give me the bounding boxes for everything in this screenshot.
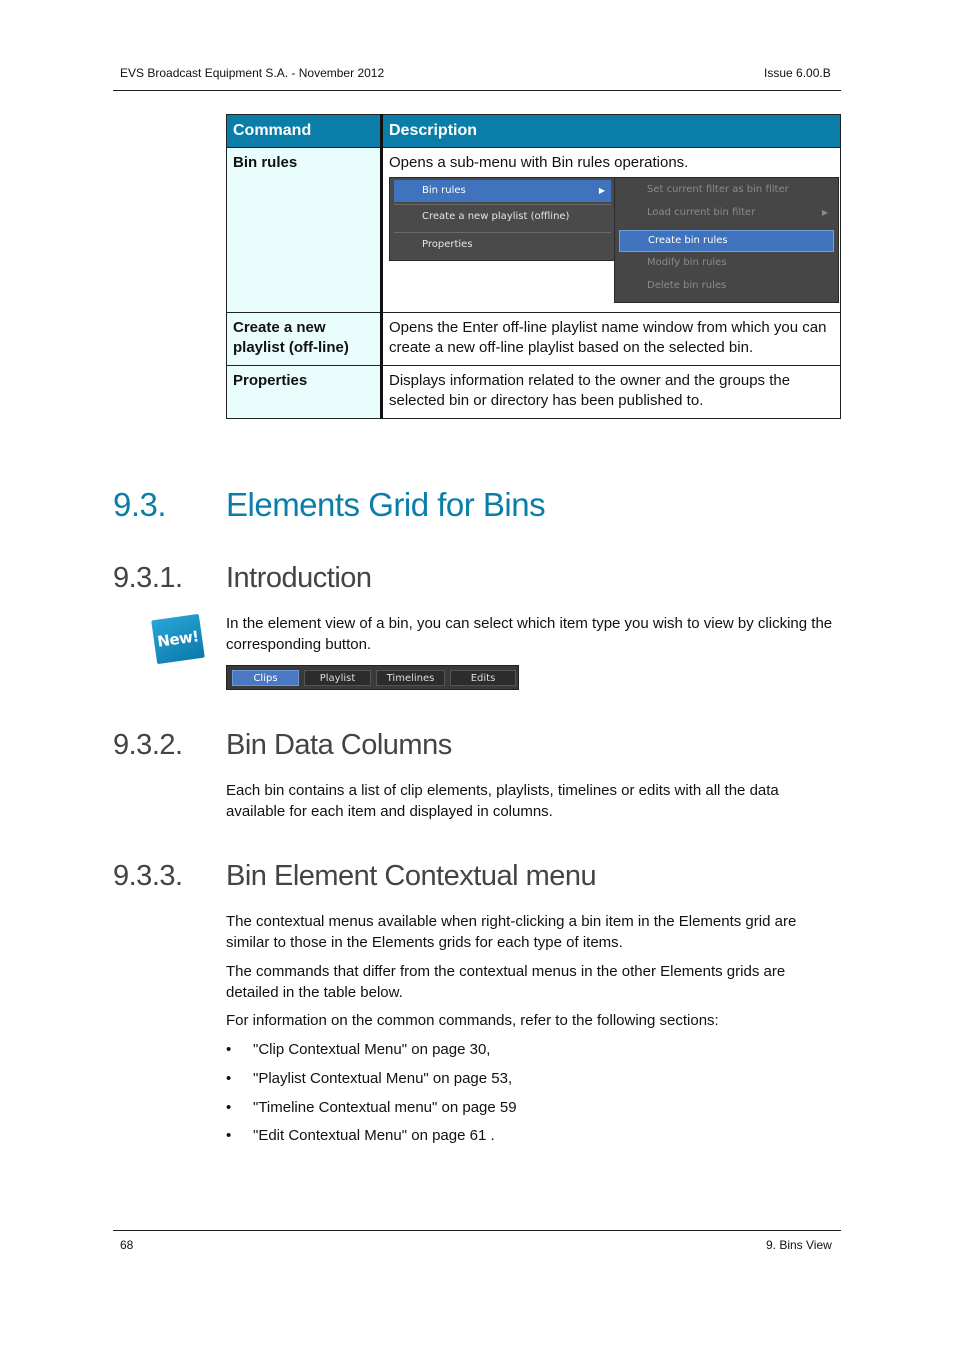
tab-playlist[interactable]: Playlist: [304, 670, 371, 686]
table-cell-command: Properties: [227, 366, 382, 419]
context-paragraph-1: The contextual menus available when right-clicking a bin item in the Elements grid are similar to those in the Elements grids for each type of items.: [226, 913, 797, 951]
subsection-title: Bin Element Contextual menu: [226, 860, 597, 892]
subsection-title: Bin Data Columns: [226, 729, 452, 761]
header-right: Issue 6.00.B: [764, 66, 831, 80]
cross-reference-link[interactable]: "Clip Contextual Menu" on page 30,: [253, 1041, 491, 1058]
footer-rule: [113, 1230, 841, 1231]
table-header-command: Command: [227, 115, 382, 148]
bullet-icon: •: [226, 1127, 232, 1144]
submenu-item-delete-rules[interactable]: [619, 276, 834, 296]
context-paragraph-3: For information on the common commands, refer to the following sections:: [226, 1012, 719, 1029]
header-left: EVS Broadcast Equipment S.A. - November 2012: [120, 66, 385, 80]
submenu-item-label: Modify bin rules: [647, 257, 727, 268]
subsection-number: 9.3.2.: [113, 729, 183, 761]
table-header-description: Description: [382, 115, 841, 148]
submenu-item-modify-rules[interactable]: [619, 253, 834, 273]
menu-item-label: Properties: [422, 239, 473, 250]
submenu-item-label: Delete bin rules: [647, 280, 727, 291]
menu-item-create-playlist[interactable]: [394, 206, 611, 228]
submenu-item-label: Create bin rules: [648, 235, 728, 246]
tab-edits[interactable]: Edits: [450, 670, 516, 686]
section-number: 9.3.: [113, 486, 167, 523]
subsection-number: 9.3.1.: [113, 562, 183, 594]
table-row: [227, 148, 841, 313]
submenu-item-label: Set current filter as bin filter: [647, 184, 789, 195]
table-cell-description: Opens the Enter off-line playlist name window from which you can create a new off-line playlist based on the selected bin.: [382, 313, 841, 366]
section-title: Elements Grid for Bins: [226, 486, 546, 523]
menu-item-bin-rules[interactable]: [394, 180, 611, 202]
table-cell-description: [382, 148, 841, 313]
item-type-tabbar: [226, 665, 519, 690]
menu-item-label: Bin rules: [422, 185, 466, 196]
cross-reference-link[interactable]: "Timeline Contextual menu" on page 59: [253, 1099, 517, 1116]
tab-timelines[interactable]: Timelines: [376, 670, 445, 686]
bullet-icon: •: [226, 1070, 232, 1087]
table-cell-command: Bin rules: [227, 148, 382, 313]
cross-reference-link[interactable]: "Playlist Contextual Menu" on page 53,: [253, 1070, 513, 1087]
bullet-icon: •: [226, 1041, 232, 1058]
submenu-item-create-rules[interactable]: [619, 230, 834, 252]
context-paragraph-2: The commands that differ from the contextual menus in the other Elements grids are detailed in the table below.: [226, 963, 786, 1001]
columns-paragraph: Each bin contains a list of clip elements, playlists, timelines or edits with all the data available for each item and displayed in columns.: [226, 782, 779, 820]
intro-paragraph: In the element view of a bin, you can select which item type you wish to view by clicking the corresponding button.: [226, 615, 833, 653]
cross-reference-link[interactable]: "Edit Contextual Menu" on page 61 .: [253, 1127, 495, 1144]
chevron-right-icon: ▶: [598, 186, 605, 195]
subsection-number: 9.3.3.: [113, 860, 183, 892]
menu-divider: [394, 204, 611, 205]
page-number: 68: [120, 1238, 134, 1252]
table-cell-command: Create a new playlist (off-line): [227, 313, 382, 366]
command-table: [226, 114, 841, 419]
footer-chapter: 9. Bins View: [766, 1238, 832, 1252]
table-header-row: [227, 115, 841, 148]
menu-item-label: Create a new playlist (offline): [422, 211, 570, 222]
new-badge-icon: New!: [151, 614, 205, 664]
table-row: [227, 366, 841, 419]
table-cell-description: Displays information related to the owner and the groups the selected bin or directory has been published to.: [382, 366, 841, 419]
menu-divider: [394, 232, 611, 233]
bin-rules-menu-screenshot: [389, 177, 834, 305]
context-menu: [389, 177, 616, 261]
subsection-title: Introduction: [226, 562, 372, 594]
bullet-icon: •: [226, 1099, 232, 1116]
row-description-text: Opens a sub-menu with Bin rules operations.: [389, 154, 689, 171]
menu-item-properties[interactable]: [394, 234, 611, 256]
submenu-item-load-filter[interactable]: [619, 203, 834, 223]
submenu-item-set-filter[interactable]: [619, 180, 834, 200]
bin-rules-submenu: [614, 177, 839, 303]
tab-clips[interactable]: Clips: [232, 670, 299, 686]
submenu-item-label: Load current bin filter: [647, 207, 756, 218]
chevron-right-icon: ▶: [821, 208, 828, 217]
table-row: [227, 313, 841, 366]
header-rule: [113, 90, 841, 91]
